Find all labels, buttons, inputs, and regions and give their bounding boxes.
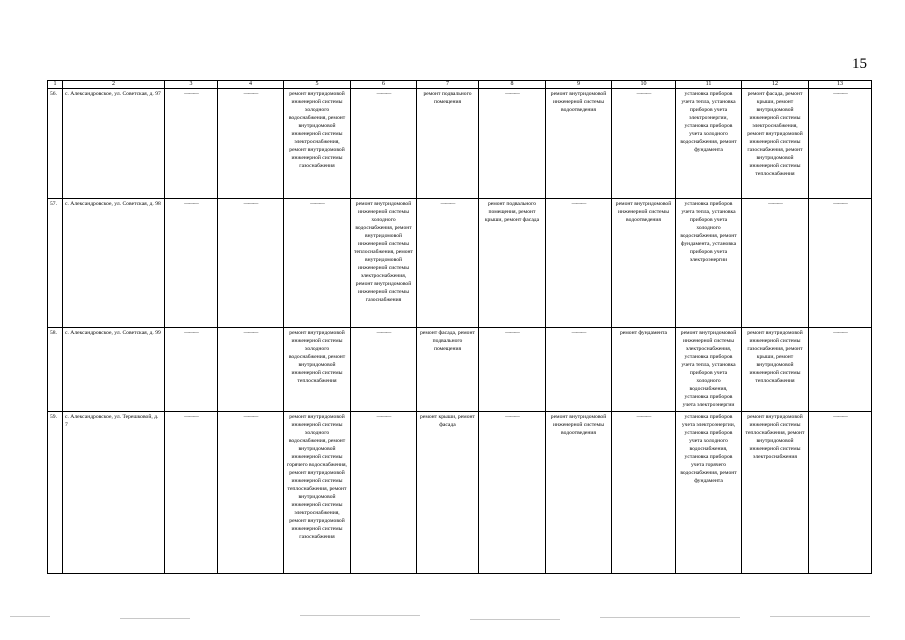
table-cell: с. Александровское, ул. Терешковой, д. 7	[63, 412, 165, 574]
table-row	[48, 89, 872, 199]
empty-dash: ———	[833, 414, 847, 420]
empty-dash: ———	[571, 201, 586, 207]
table-cell	[165, 328, 218, 412]
table-row	[48, 328, 872, 412]
table-cell	[218, 89, 284, 199]
table-cell	[417, 199, 479, 328]
table-cell: установка приборов учета электроэнергии, установка приборов учета холодного водоснабжения, установка приборов учета горячего водоснабжения, ремонт фундамента	[676, 412, 742, 574]
empty-dash: ———	[376, 330, 391, 336]
page-number: 15	[852, 56, 867, 72]
table-cell	[612, 412, 676, 574]
empty-dash: ———	[310, 201, 324, 207]
table-cell	[479, 89, 546, 199]
empty-dash: ———	[184, 414, 198, 420]
column-number-13: 13	[809, 81, 872, 89]
table-cell: 58.	[48, 328, 63, 412]
table-cell	[546, 199, 612, 328]
table-cell: ремонт внутридомовой инженерной системы водоотведения	[612, 199, 676, 328]
column-number-4: 4	[218, 81, 284, 89]
table-cell: установка приборов учета тепла, установка приборов учета электроэнергии, установка приборов учета холодного водоснабжения, ремонт фундамента	[676, 89, 742, 199]
table-cell: ремонт внутридомовой инженерной системы теплоснабжения, ремонт внутридомовой инженерной системы электроснабжения	[742, 412, 809, 574]
table-cell	[218, 199, 284, 328]
table-cell: 59.	[48, 412, 63, 574]
table-cell	[165, 412, 218, 574]
empty-dash: ———	[505, 414, 519, 420]
table-row	[48, 199, 872, 328]
table-cell	[546, 328, 612, 412]
empty-dash: ———	[376, 414, 391, 420]
table-cell: ремонт фасада, ремонт подвального помещения	[417, 328, 479, 412]
table-cell: ремонт подвального помещения, ремонт крыши, ремонт фасада	[479, 199, 546, 328]
table-cell	[809, 199, 872, 328]
empty-dash: ———	[184, 201, 198, 207]
empty-dash: ———	[833, 201, 847, 207]
table-cell: с. Александровское, ул. Советская, д. 99	[63, 328, 165, 412]
table-cell: ремонт крыши, ремонт фасада	[417, 412, 479, 574]
table-cell	[351, 412, 417, 574]
table-cell	[165, 199, 218, 328]
table-cell	[809, 328, 872, 412]
empty-dash: ———	[243, 414, 258, 420]
column-number-1: 1	[48, 81, 63, 89]
empty-dash: ———	[243, 330, 258, 336]
column-number-11: 11	[676, 81, 742, 89]
table-cell	[351, 328, 417, 412]
work-plan-table	[47, 80, 872, 574]
table-cell: ремонт внутридомовой инженерной системы холодного водоснабжения, ремонт внутридомовой инженерной системы горячего водоснабжения, ремонт внутридомовой инженерной системы теплоснабжения, ремонт внутридомовой инженерной системы электроснабжения, ремонт внутридомовой инженерной системы газоснабжения	[284, 412, 351, 574]
column-number-7: 7	[417, 81, 479, 89]
table-cell	[742, 199, 809, 328]
table-cell: ремонт внутридомовой инженерной системы холодного водоснабжения, ремонт внутридомовой инженерной системы теплоснабжения, ремонт внутридомовой инженерной системы электроснабжения, ремонт внутридомовой инженерной системы газоснабжения	[351, 199, 417, 328]
column-number-6: 6	[351, 81, 417, 89]
table-cell	[479, 412, 546, 574]
empty-dash: ———	[636, 414, 651, 420]
column-number-2: 2	[63, 81, 165, 89]
empty-dash: ———	[636, 91, 651, 97]
table-cell	[809, 89, 872, 199]
column-number-9: 9	[546, 81, 612, 89]
column-number-12: 12	[742, 81, 809, 89]
table-cell	[809, 412, 872, 574]
table-cell: ремонт фасада, ремонт крыши, ремонт внутридомовой инженерной системы электроснабжения, ремонт внутридомовой инженерной системы газоснабжения, ремонт внутридомовой инженерной системы теплоснабжения	[742, 89, 809, 199]
column-number-8: 8	[479, 81, 546, 89]
table-cell	[218, 412, 284, 574]
empty-dash: ———	[440, 201, 455, 207]
empty-dash: ———	[184, 330, 198, 336]
table-cell: ремонт внутридомовой инженерной системы электроснабжения, установка приборов учета тепла, установка приборов учета холодного водоснабжения, установка приборов учета электроэнергии	[676, 328, 742, 412]
empty-dash: ———	[833, 330, 847, 336]
table-cell: ремонт фундамента	[612, 328, 676, 412]
table-cell	[351, 89, 417, 199]
column-number-row	[48, 81, 872, 89]
column-number-5: 5	[284, 81, 351, 89]
empty-dash: ———	[184, 91, 198, 97]
table-cell: ремонт внутридомовой инженерной системы газоснабжения, ремонт крыши, ремонт внутридомовой инженерной системы теплоснабжения	[742, 328, 809, 412]
table-cell: ремонт внутридомовой инженерной системы водоотведения	[546, 89, 612, 199]
table-cell	[612, 89, 676, 199]
table-cell: 57.	[48, 199, 63, 328]
empty-dash: ———	[833, 91, 847, 97]
table-cell	[218, 328, 284, 412]
table-cell: ремонт подвального помещения	[417, 89, 479, 199]
scan-artifacts	[0, 612, 905, 632]
table-cell	[479, 328, 546, 412]
table-cell: с. Александровское, ул. Советская, д. 98	[63, 199, 165, 328]
empty-dash: ———	[243, 201, 258, 207]
table-cell: ремонт внутридомовой инженерной системы холодного водоснабжения, ремонт внутридомовой инженерной системы теплоснабжения	[284, 328, 351, 412]
table-row	[48, 412, 872, 574]
empty-dash: ———	[243, 91, 258, 97]
table-cell	[165, 89, 218, 199]
table-cell: 56.	[48, 89, 63, 199]
column-number-3: 3	[165, 81, 218, 89]
table-cell	[284, 199, 351, 328]
empty-dash: ———	[768, 201, 782, 207]
table-cell: ремонт внутридомовой инженерной системы холодного водоснабжения, ремонт внутридомовой инженерной системы электроснабжения, ремонт внутридомовой инженерной системы газоснабжения	[284, 89, 351, 199]
column-number-10: 10	[612, 81, 676, 89]
empty-dash: ———	[376, 91, 391, 97]
table-cell: с. Александровское, ул. Советская, д. 97	[63, 89, 165, 199]
empty-dash: ———	[505, 91, 519, 97]
table-cell: установка приборов учета тепла, установка приборов учета холодного водоснабжения, ремонт фундамента, установка приборов учета электроэнергии	[676, 199, 742, 328]
empty-dash: ———	[571, 330, 586, 336]
empty-dash: ———	[505, 330, 519, 336]
table-cell: ремонт внутридомовой инженерной системы водоотведения	[546, 412, 612, 574]
